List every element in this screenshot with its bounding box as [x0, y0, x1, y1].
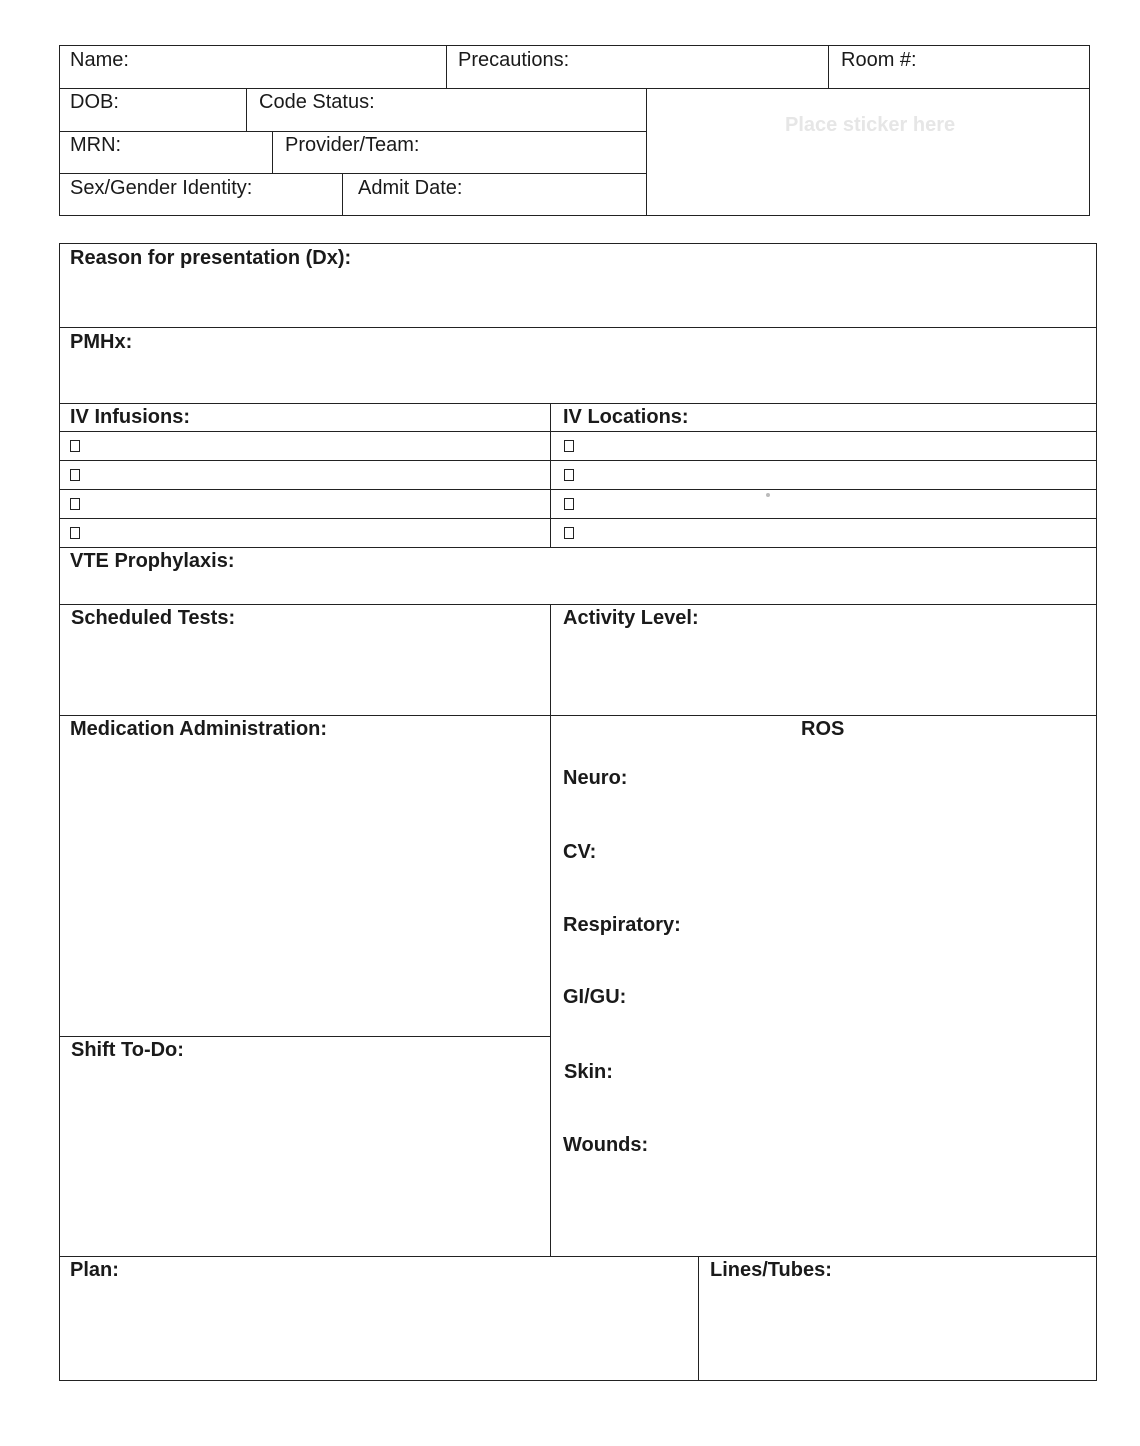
ros-wounds-label: Wounds: [563, 1134, 649, 1156]
header-divider [246, 88, 247, 131]
admit-date-field-label: Admit Date: [358, 177, 463, 199]
header-divider [59, 88, 1090, 89]
section-divider [59, 403, 1097, 404]
mrn-field-label: MRN: [70, 134, 122, 156]
section-divider [59, 604, 1097, 605]
precautions-field-label: Precautions: [458, 49, 570, 71]
stray-dot [766, 493, 770, 497]
ros-skin-label: Skin: [564, 1061, 613, 1083]
iv-infusion-checkbox[interactable] [70, 469, 80, 481]
section-divider [59, 431, 1097, 432]
section-divider [59, 518, 1097, 519]
code-status-field-label: Code Status: [259, 91, 375, 113]
provider-team-field-label: Provider/Team: [285, 134, 420, 156]
header-divider [446, 45, 447, 88]
header-divider [272, 131, 273, 173]
section-divider [59, 1256, 1097, 1257]
iv-location-checkbox[interactable] [564, 498, 574, 510]
column-divider [698, 1256, 699, 1381]
iv-infusion-checkbox[interactable] [70, 440, 80, 452]
header-divider [342, 173, 343, 216]
pmhx-label: PMHx: [70, 331, 133, 353]
ros-neuro-label: Neuro: [563, 767, 628, 789]
iv-infusions-label: IV Infusions: [70, 406, 190, 428]
sticker-placeholder: Place sticker here [785, 114, 956, 136]
section-divider [59, 327, 1097, 328]
sex-gender-field-label: Sex/Gender Identity: [70, 177, 253, 199]
dob-field-label: DOB: [70, 91, 119, 113]
iv-infusion-checkbox[interactable] [70, 527, 80, 539]
header-divider [828, 45, 829, 88]
iv-location-checkbox[interactable] [564, 440, 574, 452]
reason-for-presentation-label: Reason for presentation (Dx): [70, 247, 352, 269]
vte-prophylaxis-label: VTE Prophylaxis: [70, 550, 235, 572]
activity-level-label: Activity Level: [563, 607, 699, 629]
ros-title: ROS [801, 718, 845, 740]
scheduled-tests-label: Scheduled Tests: [71, 607, 236, 629]
section-divider [59, 547, 1097, 548]
section-divider [59, 1036, 551, 1037]
iv-infusion-checkbox[interactable] [70, 498, 80, 510]
name-field-label: Name: [70, 49, 129, 71]
header-divider [59, 131, 647, 132]
ros-cv-label: CV: [563, 841, 597, 863]
column-divider [550, 604, 551, 1256]
room-field-label: Room #: [841, 49, 917, 71]
ros-respiratory-label: Respiratory: [563, 914, 681, 936]
section-divider [59, 489, 1097, 490]
iv-location-checkbox[interactable] [564, 469, 574, 481]
iv-location-checkbox[interactable] [564, 527, 574, 539]
section-divider [59, 715, 1097, 716]
header-divider [59, 173, 647, 174]
shift-todo-label: Shift To-Do: [71, 1039, 184, 1061]
lines-tubes-label: Lines/Tubes: [710, 1259, 832, 1281]
ros-gigu-label: GI/GU: [563, 986, 627, 1008]
section-divider [59, 460, 1097, 461]
medication-administration-label: Medication Administration: [70, 718, 328, 740]
iv-locations-label: IV Locations: [563, 406, 689, 428]
plan-label: Plan: [70, 1259, 119, 1281]
header-divider [646, 88, 647, 216]
column-divider [550, 403, 551, 547]
